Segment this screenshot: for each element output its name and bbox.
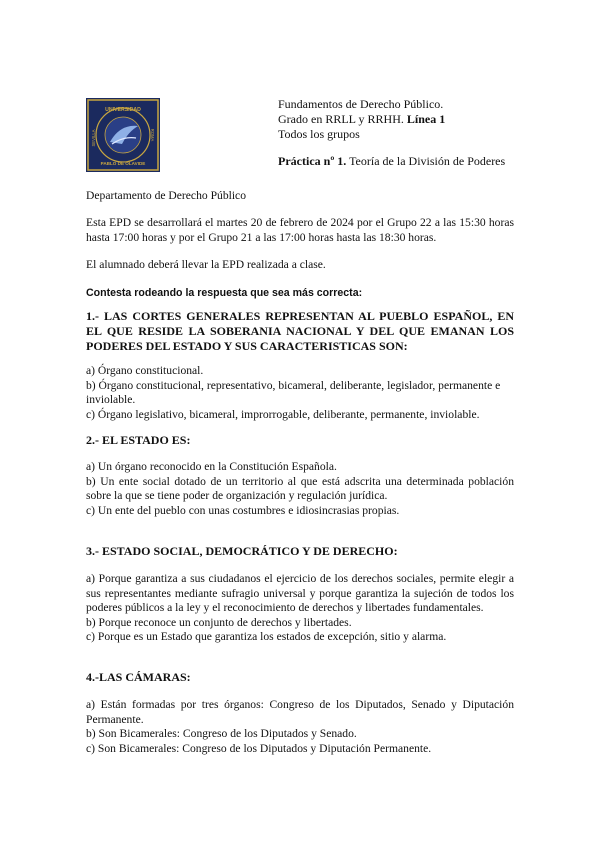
question-3-option-a: a) Porque garantiza a sus ciudadanos el ejercicio de los derechos sociales, permite elegir a sus representantes mediante sufragio universal y porque garantiza la sujeción de todos los poderes públicos a la ley y el reconocimiento de derechos y libertades fundamentales. [86, 572, 514, 614]
practica-title: Práctica nº 1. Teoría de la División de Poderes [278, 154, 506, 168]
question-3-title: 3.- ESTADO SOCIAL, DEMOCRÁTICO Y DE DERECHO: [86, 544, 398, 558]
course-title: Fundamentos de Derecho Público. [278, 97, 444, 111]
degree-line: Grado en RRLL y RRHH. Línea 1 [278, 112, 446, 126]
logo-text-left: SEVILLA [91, 129, 96, 147]
university-seal-logo [86, 98, 160, 172]
question-1-option-c: c) Órgano legislativo, bicameral, improrrogable, deliberante, permanente, inviolable. [86, 407, 480, 421]
question-4-options [86, 698, 514, 756]
question-3-options [86, 572, 514, 645]
course-header [278, 97, 445, 142]
question-2-option-a: a) Un órgano reconocido en la Constitución Española. [86, 460, 337, 473]
logo-text-right: ROMA [150, 128, 155, 142]
logo-text-bottom: PABLO DE OLAVIDE [100, 161, 146, 166]
question-1-option-b: b) Órgano constitucional, representativo, bicameral, deliberante, legislador, permanente e inviolable. [86, 378, 501, 406]
question-1-option-a: a) Órgano constitucional. [86, 364, 204, 377]
question-1-options [86, 364, 514, 422]
instruction: Contesta rodeando la respuesta que sea más correcta: [86, 287, 363, 299]
departamento: Departamento de Derecho Público [86, 189, 246, 202]
logo-text-top: UNIVERSIDAD [105, 107, 141, 113]
question-2-option-b: b) Un ente social dotado de un territorio al que está adscrita una determinada población sobre la que se tiene poder de organización y regulación jurídica. [86, 474, 514, 502]
question-1-title: 1.- LAS CORTES GENERALES REPRESENTAN AL PUEBLO ESPAÑOL, EN EL QUE RESIDE LA SOBERANIA NACIONAL Y DEL QUE EMANAN LOS PODERES DEL ESTADO Y SUS CARACTERISTICAS SON: [86, 309, 514, 353]
groups-line: Todos los grupos [278, 127, 360, 141]
question-3-option-b: b) Porque reconoce un conjunto de derechos y libertades. [86, 615, 352, 629]
question-4-title: 4.-LAS CÁMARAS: [86, 670, 191, 684]
question-4-option-b: b) Son Bicamerales: Congreso de los Diputados y Senado. [86, 727, 357, 740]
question-2-option-c: c) Un ente del pueblo con unas costumbres e idiosincrasias propias. [86, 503, 400, 517]
question-4-option-c: c) Son Bicamerales: Congreso de los Diputados y Diputación Permanente. [86, 741, 432, 755]
question-4-option-a: a) Están formadas por tres órganos: Congreso de los Diputados, Senado y Diputación Permanente. [86, 698, 514, 726]
question-3-option-c: c) Porque es un Estado que garantiza los estados de excepción, sitio y alarma. [86, 630, 447, 643]
question-2-title: 2.- EL ESTADO ES: [86, 433, 191, 447]
alumnado-note: El alumnado deberá llevar la EPD realizada a clase. [86, 258, 326, 271]
intro-paragraph: Esta EPD se desarrollará el martes 20 de febrero de 2024 por el Grupo 22 a las 15:30 horas hasta 17:00 horas y por el Grupo 21 a las 17:00 horas hasta las 18:30 horas. [86, 216, 514, 244]
question-2-options [86, 460, 514, 518]
